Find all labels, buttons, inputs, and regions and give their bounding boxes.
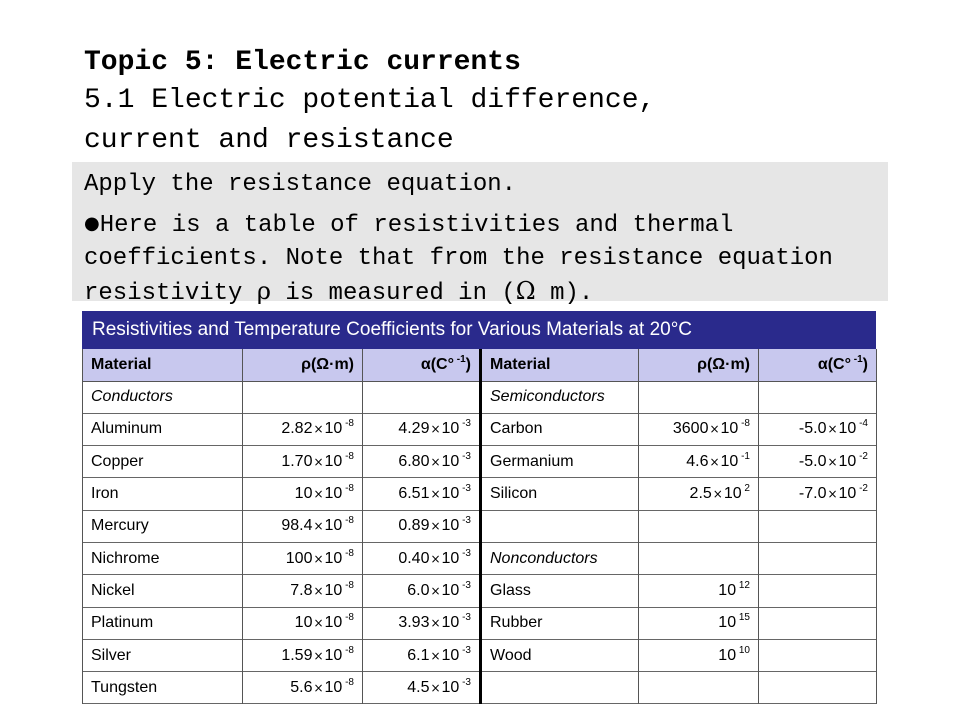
resistivity-cell: 10 $^{12}$ — [639, 575, 759, 607]
col-header-material-1: Material — [83, 349, 243, 381]
material-cell: Silver — [83, 639, 243, 671]
resistivity-cell: 10×10 $^{-8}$ — [243, 607, 363, 639]
resistivity-cell: 10 $^{15}$ — [639, 607, 759, 639]
resistivity-cell: 2.82×10 $^{-8}$ — [243, 413, 363, 445]
alpha-cell: 0.40×10 $^{-3}$ — [363, 542, 481, 574]
alpha-cell: 4.5×10 $^{-3}$ — [363, 672, 481, 704]
note-heading: Apply the resistance equation. — [84, 171, 517, 198]
alpha-cell — [759, 672, 877, 704]
col-header-alpha-1: α(C° $^{-1}$) — [363, 349, 481, 381]
material-cell: Silicon — [481, 478, 639, 510]
material-cell: Aluminum — [83, 413, 243, 445]
resistivity-cell: 1.70×10 $^{-8}$ — [243, 446, 363, 478]
alpha-cell — [759, 542, 877, 574]
col-header-alpha-2: α(C° $^{-1}$) — [759, 349, 877, 381]
alpha-cell: 6.0×10 $^{-3}$ — [363, 575, 481, 607]
alpha-cell — [759, 381, 877, 413]
col-header-resistivity-1: ρ(Ω·m) — [243, 349, 363, 381]
table-title: Resistivities and Temperature Coefficients for Various Materials at 20°C — [82, 311, 876, 349]
resistivity-cell — [639, 542, 759, 574]
material-cell: Iron — [83, 478, 243, 510]
resistivity-cell — [639, 381, 759, 413]
alpha-cell: 4.29×10 $^{-3}$ — [363, 413, 481, 445]
table-row — [83, 510, 877, 542]
resistivity-cell: 98.4×10 $^{-8}$ — [243, 510, 363, 542]
table-row — [83, 381, 877, 413]
material-cell — [481, 510, 639, 542]
table-row — [83, 446, 877, 478]
alpha-cell: 6.51×10 $^{-3}$ — [363, 478, 481, 510]
resistivity-cell — [639, 510, 759, 542]
resistivity-cell — [243, 381, 363, 413]
resistivity-table — [82, 349, 877, 704]
subtitle-line-1: 5.1 Electric potential difference, — [84, 85, 656, 116]
alpha-cell — [363, 381, 481, 413]
resistivity-cell: 10 $^{10}$ — [639, 639, 759, 671]
rho-symbol: ρ — [256, 277, 271, 305]
resistivity-cell: 5.6×10 $^{-8}$ — [243, 672, 363, 704]
material-cell: Platinum — [83, 607, 243, 639]
resistivity-cell: 1.59×10 $^{-8}$ — [243, 639, 363, 671]
resistivity-cell: 2.5×10 $^2$ — [639, 478, 759, 510]
material-cell — [481, 672, 639, 704]
topic-title: Topic 5: Electric currents — [84, 47, 521, 78]
table-row — [83, 607, 877, 639]
alpha-cell: -7.0×10 $^{-2}$ — [759, 478, 877, 510]
alpha-cell: 6.1×10 $^{-3}$ — [363, 639, 481, 671]
material-cell: Nichrome — [83, 542, 243, 574]
note-text-2: is measured in ( — [270, 280, 516, 307]
material-cell: Wood — [481, 639, 639, 671]
material-cell: Rubber — [481, 607, 639, 639]
alpha-cell — [759, 510, 877, 542]
alpha-cell: 0.89×10 $^{-3}$ — [363, 510, 481, 542]
table-row — [83, 478, 877, 510]
material-cell: Mercury — [83, 510, 243, 542]
resistivity-cell: 3600×10 $^{-8}$ — [639, 413, 759, 445]
material-cell: Nickel — [83, 575, 243, 607]
alpha-cell: 6.80×10 $^{-3}$ — [363, 446, 481, 478]
material-cell: Semiconductors — [481, 381, 639, 413]
slide-title-block — [84, 46, 944, 160]
alpha-cell — [759, 575, 877, 607]
material-cell: Nonconductors — [481, 542, 639, 574]
material-cell: Tungsten — [83, 672, 243, 704]
resistivity-cell — [639, 672, 759, 704]
table-row — [83, 672, 877, 704]
note-paragraph — [84, 207, 884, 310]
resistivity-cell: 4.6×10 $^{-1}$ — [639, 446, 759, 478]
material-cell: Copper — [83, 446, 243, 478]
alpha-cell: -5.0×10 $^{-2}$ — [759, 446, 877, 478]
subtitle-line-2: current and resistance — [84, 125, 454, 156]
table-row — [83, 413, 877, 445]
table-row — [83, 542, 877, 574]
material-cell: Glass — [481, 575, 639, 607]
table-row — [83, 639, 877, 671]
alpha-cell — [759, 639, 877, 671]
resistivity-cell: 10×10 $^{-8}$ — [243, 478, 363, 510]
alpha-cell: -5.0×10 $^{-4}$ — [759, 413, 877, 445]
material-cell: Conductors — [83, 381, 243, 413]
note-text-1: Here is a table of resistivities and thermal coefficients. Note that from the resistance equation resistivity — [84, 212, 833, 307]
note-box — [72, 162, 888, 307]
material-cell: Germanium — [481, 446, 639, 478]
table-row — [83, 575, 877, 607]
omega-symbol: Ω — [515, 277, 536, 305]
note-text-3: m). — [535, 280, 594, 307]
col-header-resistivity-2: ρ(Ω·m) — [639, 349, 759, 381]
table-header-row — [83, 349, 877, 381]
alpha-cell — [759, 607, 877, 639]
resistivity-cell: 100×10 $^{-8}$ — [243, 542, 363, 574]
alpha-cell: 3.93×10 $^{-3}$ — [363, 607, 481, 639]
bullet-icon: ● — [84, 213, 100, 234]
material-cell: Carbon — [481, 413, 639, 445]
col-header-material-2: Material — [481, 349, 639, 381]
resistivity-cell: 7.8×10 $^{-8}$ — [243, 575, 363, 607]
